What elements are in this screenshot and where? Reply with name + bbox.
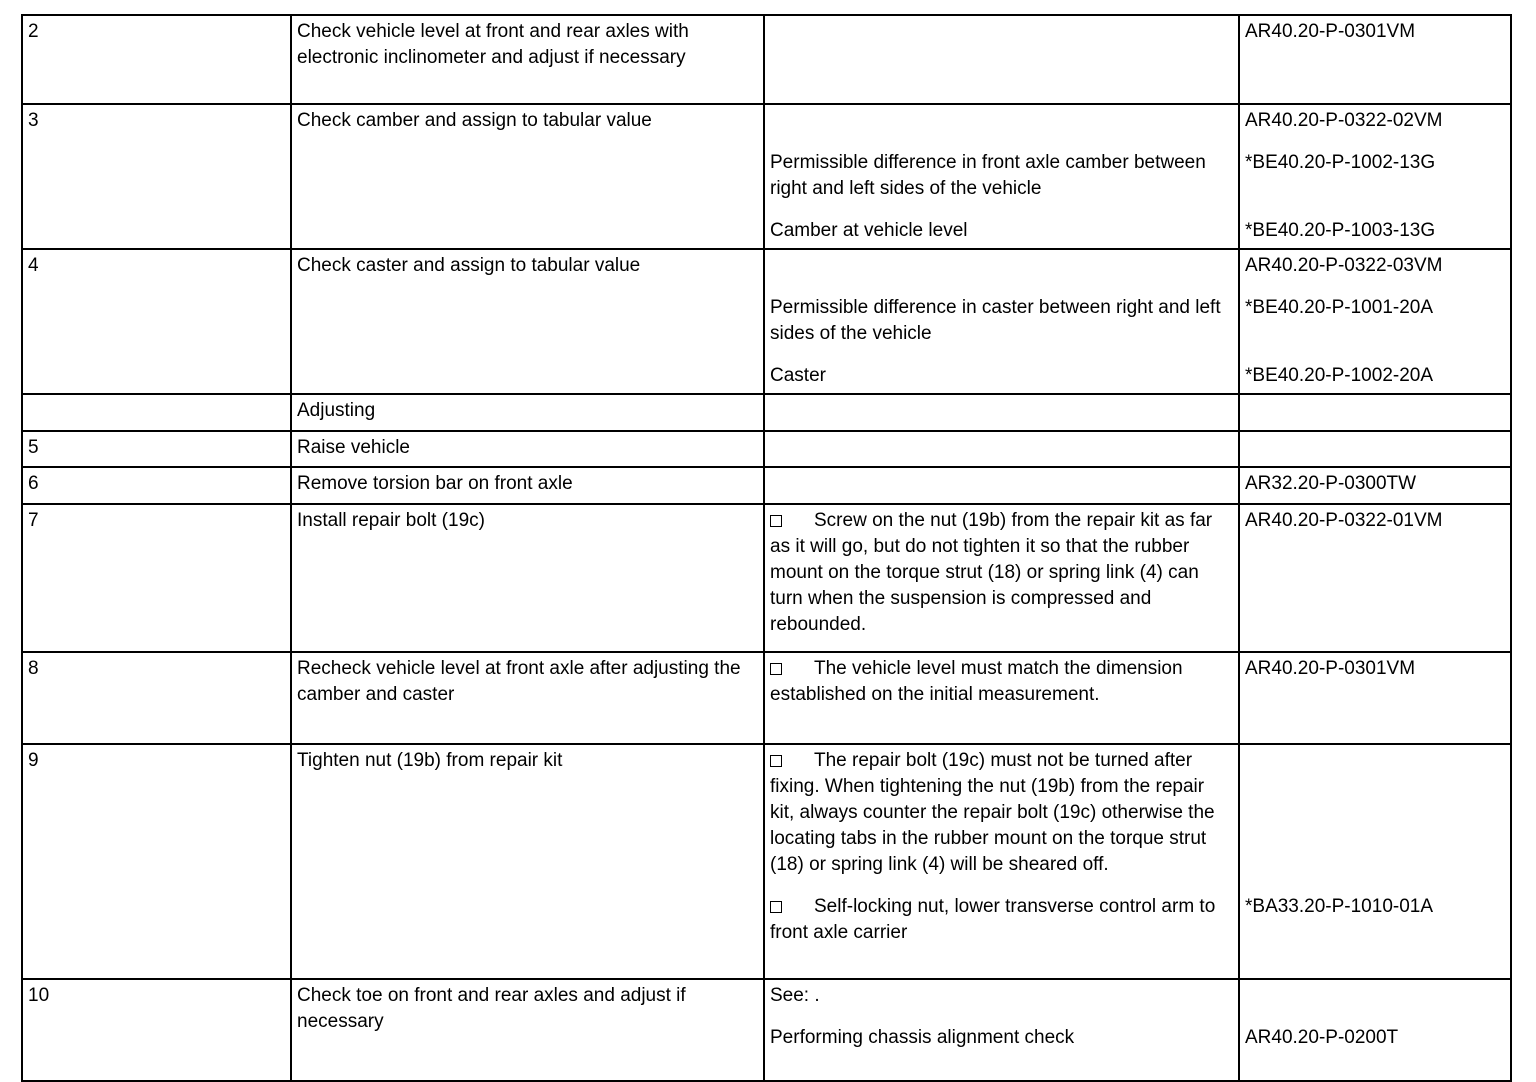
table-row [23, 745, 1510, 980]
notes-and-codes [765, 395, 1510, 430]
task-text: Tighten nut (19b) from repair kit [292, 745, 765, 978]
note-text [765, 105, 1238, 138]
note-text: Camber at vehicle level [770, 220, 968, 241]
step-number: 2 [23, 16, 292, 103]
note-code-entry [765, 283, 1510, 351]
note-text: Performing chassis alignment check [770, 1027, 1075, 1048]
table-row [23, 432, 1510, 468]
note-code-entry [765, 16, 1510, 103]
note-text [765, 432, 1238, 466]
task-text: Remove torsion bar on front axle [292, 468, 765, 503]
step-number: 8 [23, 653, 292, 743]
code-ref: AR40.20-P-0322-02VM [1238, 105, 1510, 138]
square-bullet-icon [770, 901, 782, 913]
table-row [23, 653, 1510, 745]
note-code-entry [765, 250, 1510, 283]
note-text [765, 882, 1238, 978]
procedure-table [21, 14, 1512, 1082]
notes-and-codes [765, 250, 1510, 393]
note-code-entry [765, 468, 1510, 503]
code-ref: AR40.20-P-0322-03VM [1238, 250, 1510, 283]
code-ref: AR40.20-P-0301VM [1238, 16, 1510, 103]
note-code-entry [765, 432, 1510, 466]
notes-and-codes [765, 16, 1510, 103]
step-number: 5 [23, 432, 292, 466]
task-text: Raise vehicle [292, 432, 765, 466]
step-number: 6 [23, 468, 292, 503]
note-code-entry [765, 653, 1510, 743]
note-text: Caster [770, 365, 826, 386]
note-code-entry [765, 351, 1510, 393]
step-number: 9 [23, 745, 292, 978]
task-text: Install repair bolt (19c) [292, 505, 765, 651]
note-text [765, 395, 1238, 430]
code-ref [1238, 745, 1510, 882]
step-number: 7 [23, 505, 292, 651]
table-row [23, 105, 1510, 250]
code-ref [1238, 432, 1510, 466]
notes-and-codes [765, 432, 1510, 466]
code-ref: *BA33.20-P-1010-01A [1238, 882, 1510, 978]
code-ref: AR40.20-P-0301VM [1238, 653, 1510, 743]
code-ref: *BE40.20-P-1002-13G [1238, 138, 1510, 206]
task-text: Check vehicle level at front and rear axles with electronic inclinometer and adjust if necessary [292, 16, 765, 103]
step-number: 10 [23, 980, 292, 1080]
task-text: Adjusting [292, 395, 765, 430]
notes-and-codes [765, 505, 1510, 651]
notes-and-codes [765, 468, 1510, 503]
notes-and-codes [765, 105, 1510, 248]
table-row [23, 395, 1510, 432]
note-code-entry [765, 206, 1510, 248]
code-ref: *BE40.20-P-1002-20A [1238, 351, 1510, 393]
square-bullet-icon [770, 663, 782, 675]
note-text: Permissible difference in front axle camber between right and left sides of the vehicle [770, 152, 1206, 199]
note-code-entry [765, 138, 1510, 206]
table-row [23, 468, 1510, 505]
code-ref [1238, 980, 1510, 1013]
note-text [765, 505, 1238, 651]
step-number [23, 395, 292, 430]
notes-and-codes [765, 745, 1510, 978]
note-body: Self-locking nut, lower transverse control arm to front axle carrier [770, 896, 1216, 943]
table-row [23, 250, 1510, 395]
note-text [765, 16, 1238, 103]
table-row [23, 980, 1510, 1080]
task-text: Check toe on front and rear axles and adjust if necessary [292, 980, 765, 1080]
notes-and-codes [765, 653, 1510, 743]
note-body: Screw on the nut (19b) from the repair kit as far as it will go, but do not tighten it so that the rubber mount on the torque strut (18) or spring link (4) can turn when the suspension is compressed and rebounded. [770, 510, 1213, 635]
table-row [23, 505, 1510, 653]
note-code-entry [765, 745, 1510, 882]
task-text: Recheck vehicle level at front axle after adjusting the camber and caster [292, 653, 765, 743]
note-text: See: . [770, 985, 820, 1006]
code-ref: *BE40.20-P-1003-13G [1238, 206, 1510, 248]
note-code-entry [765, 505, 1510, 651]
note-text [765, 250, 1238, 283]
step-number: 3 [23, 105, 292, 248]
square-bullet-icon [770, 755, 782, 767]
task-text: Check caster and assign to tabular value [292, 250, 765, 393]
note-text [765, 653, 1238, 743]
note-code-entry [765, 1013, 1510, 1080]
note-code-entry [765, 395, 1510, 430]
square-bullet-icon [770, 515, 782, 527]
code-ref: AR40.20-P-0322-01VM [1238, 505, 1510, 651]
note-code-entry [765, 882, 1510, 978]
note-code-entry [765, 980, 1510, 1013]
note-text [765, 745, 1238, 882]
code-ref [1238, 395, 1510, 430]
notes-and-codes [765, 980, 1510, 1080]
code-ref: *BE40.20-P-1001-20A [1238, 283, 1510, 351]
note-text: Permissible difference in caster between right and left sides of the vehicle [770, 297, 1221, 344]
note-body: The repair bolt (19c) must not be turned after fixing. When tightening the nut (19b) from the repair kit, always counter the repair bolt (19c) otherwise the locating tabs in the rubber mount on the torque strut (18) or spring link (4) will be sheared off. [770, 750, 1215, 875]
note-text [765, 468, 1238, 503]
note-body: The vehicle level must match the dimension established on the initial measurement. [770, 658, 1183, 705]
step-number: 4 [23, 250, 292, 393]
task-text: Check camber and assign to tabular value [292, 105, 765, 248]
table-row [23, 16, 1510, 105]
code-ref: AR32.20-P-0300TW [1238, 468, 1510, 503]
code-ref: AR40.20-P-0200T [1238, 1013, 1510, 1080]
note-code-entry [765, 105, 1510, 138]
